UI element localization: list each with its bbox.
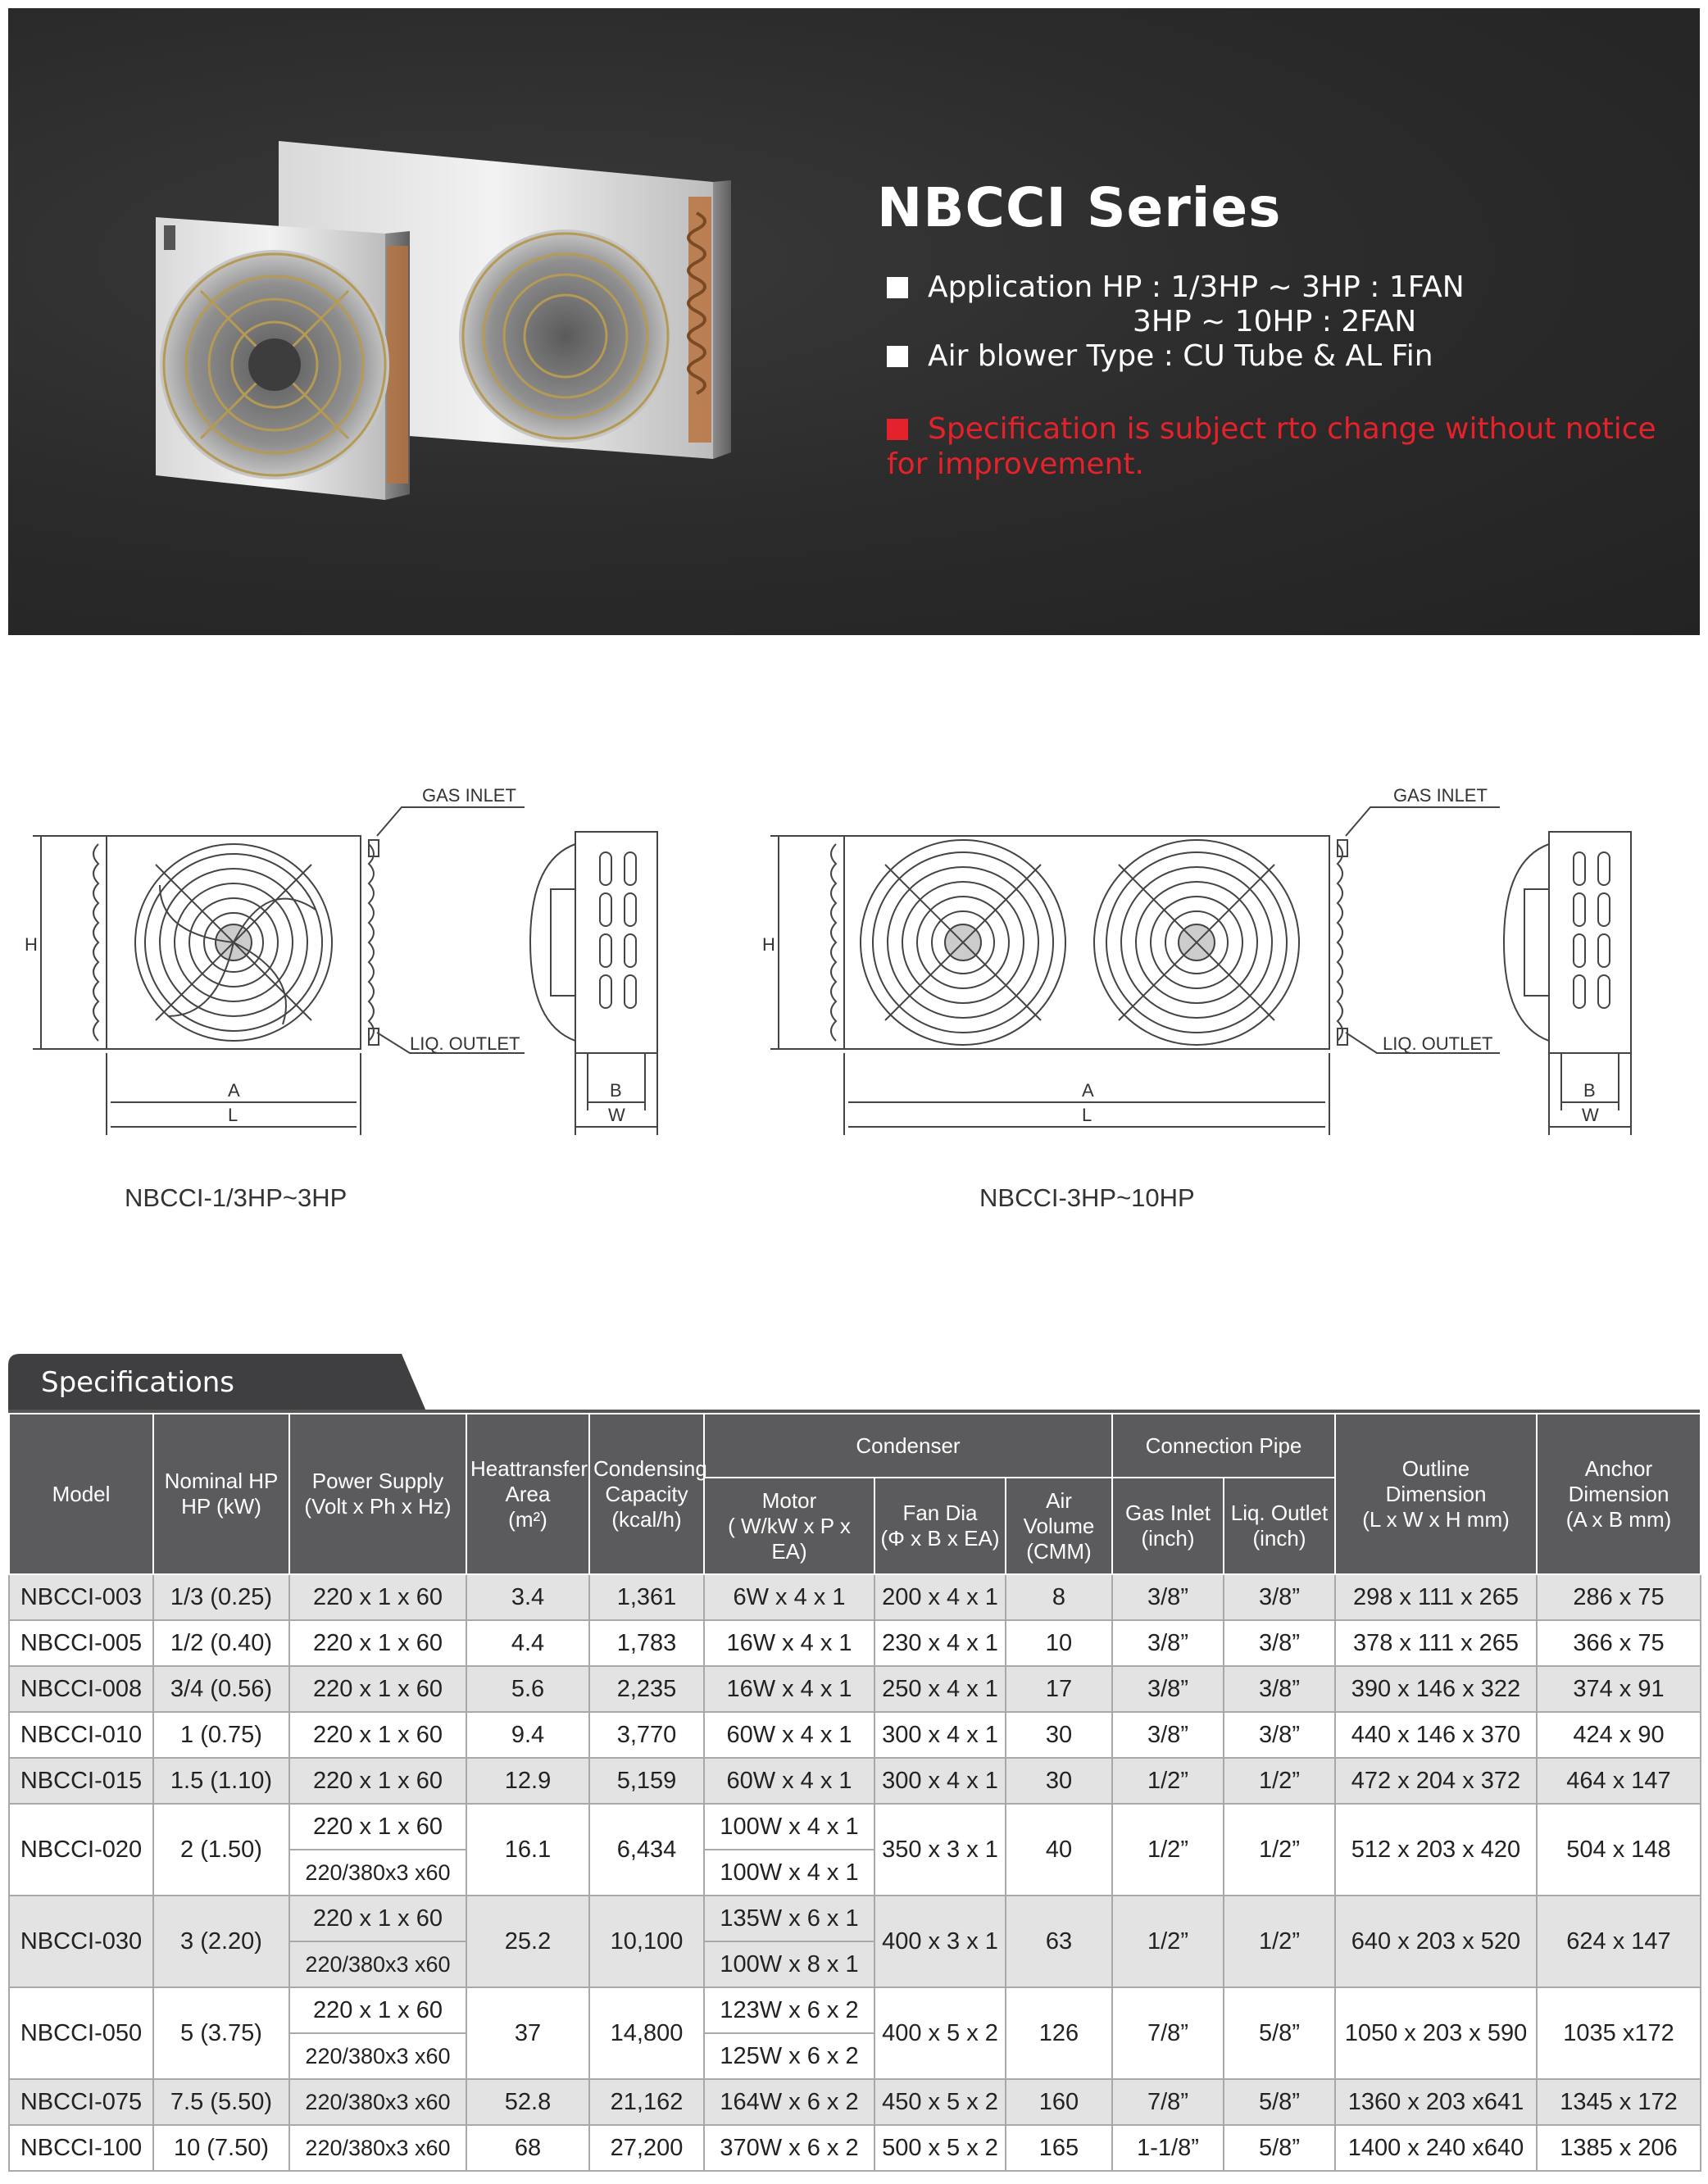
cell-gas-inlet: 3/8” bbox=[1112, 1574, 1224, 1620]
cell-model: NBCCI-015 bbox=[9, 1758, 153, 1804]
cell-heattransfer-area: 4.4 bbox=[466, 1620, 589, 1666]
cell-gas-inlet: 1-1/8” bbox=[1112, 2125, 1224, 2171]
header-fan-dia: Fan Dia (Φ x B x EA) bbox=[874, 1478, 1006, 1574]
drawing-2-fan bbox=[754, 774, 1672, 1143]
header-liq-outlet: Liq. Outlet (inch) bbox=[1224, 1478, 1335, 1574]
cell-anchor-dimension: 1035 x172 bbox=[1537, 1987, 1701, 2079]
cell-gas-inlet: 3/8” bbox=[1112, 1712, 1224, 1758]
cell-motor: 370W x 6 x 2 bbox=[704, 2125, 874, 2171]
air-blower-type-line bbox=[887, 339, 1433, 373]
dim-h-label: H bbox=[762, 934, 775, 955]
gas-inlet-label: GAS INLET bbox=[1393, 785, 1488, 806]
cell-power-supply: 220 x 1 x 60 bbox=[289, 1574, 466, 1620]
table-row bbox=[9, 2125, 1701, 2171]
specification-notice bbox=[887, 411, 1656, 482]
dim-b-label: B bbox=[1583, 1080, 1596, 1101]
cell-model: NBCCI-003 bbox=[9, 1574, 153, 1620]
header-connection-pipe: Connection Pipe bbox=[1112, 1414, 1335, 1478]
cell-liq-outlet: 1/2” bbox=[1224, 1758, 1335, 1804]
cell-air-volume: 126 bbox=[1006, 1987, 1112, 2079]
dim-a-label: A bbox=[228, 1080, 240, 1101]
cell-anchor-dimension: 1385 x 206 bbox=[1537, 2125, 1701, 2171]
cell-anchor-dimension: 464 x 147 bbox=[1537, 1758, 1701, 1804]
table-row bbox=[9, 2079, 1701, 2125]
cell-gas-inlet: 1/2” bbox=[1112, 1896, 1224, 1987]
cell-air-volume: 30 bbox=[1006, 1712, 1112, 1758]
header-heattransfer-area: Heattransfer Area (m²) bbox=[466, 1414, 589, 1574]
cell-gas-inlet: 3/8” bbox=[1112, 1620, 1224, 1666]
condensing-unit-photo bbox=[139, 131, 779, 516]
cell-heattransfer-area: 37 bbox=[466, 1987, 589, 2079]
header-nominal-hp: Nominal HP HP (kW) bbox=[153, 1414, 289, 1574]
cell-liq-outlet: 5/8” bbox=[1224, 1987, 1335, 2079]
cell-nominal-hp: 1 (0.75) bbox=[153, 1712, 289, 1758]
drawing-2-fan-caption: NBCCI-3HP~10HP bbox=[979, 1183, 1195, 1212]
cell-outline-dimension: 1360 x 203 x641 bbox=[1335, 2079, 1537, 2125]
application-hp-line-2: 3HP ~ 10HP : 2FAN bbox=[1133, 305, 1417, 338]
cell-heattransfer-area: 12.9 bbox=[466, 1758, 589, 1804]
cell-air-volume: 40 bbox=[1006, 1804, 1112, 1896]
specifications-table-body bbox=[9, 1574, 1701, 2171]
cell-motor: 100W x 4 x 1 bbox=[704, 1850, 874, 1896]
dim-w-label: W bbox=[1582, 1105, 1599, 1125]
cell-motor: 6W x 4 x 1 bbox=[704, 1574, 874, 1620]
cell-air-volume: 30 bbox=[1006, 1758, 1112, 1804]
header-anchor-dimension: Anchor Dimension (A x B mm) bbox=[1537, 1414, 1701, 1574]
cell-gas-inlet: 3/8” bbox=[1112, 1666, 1224, 1712]
cell-power-supply: 220/380x3 x60 bbox=[289, 2079, 466, 2125]
cell-heattransfer-area: 52.8 bbox=[466, 2079, 589, 2125]
cell-fan-dia: 300 x 4 x 1 bbox=[874, 1758, 1006, 1804]
cell-liq-outlet: 1/2” bbox=[1224, 1896, 1335, 1987]
cell-anchor-dimension: 424 x 90 bbox=[1537, 1712, 1701, 1758]
cell-model: NBCCI-005 bbox=[9, 1620, 153, 1666]
cell-liq-outlet: 3/8” bbox=[1224, 1666, 1335, 1712]
cell-heattransfer-area: 9.4 bbox=[466, 1712, 589, 1758]
cell-nominal-hp: 10 (7.50) bbox=[153, 2125, 289, 2171]
header-condenser: Condenser bbox=[704, 1414, 1112, 1478]
liq-outlet-label: LIQ. OUTLET bbox=[410, 1033, 520, 1054]
drawing-1-fan-svg bbox=[16, 774, 688, 1143]
cell-outline-dimension: 298 x 111 x 265 bbox=[1335, 1574, 1537, 1620]
cell-power-supply: 220/380x3 x60 bbox=[289, 2125, 466, 2171]
bullet-square-icon bbox=[887, 277, 908, 298]
cell-motor: 60W x 4 x 1 bbox=[704, 1712, 874, 1758]
hero-banner bbox=[8, 8, 1700, 635]
cell-gas-inlet: 7/8” bbox=[1112, 1987, 1224, 2079]
cell-model: NBCCI-030 bbox=[9, 1896, 153, 1987]
cell-motor: 164W x 6 x 2 bbox=[704, 2079, 874, 2125]
cell-liq-outlet: 3/8” bbox=[1224, 1712, 1335, 1758]
dim-h-label: H bbox=[25, 934, 38, 955]
dim-w-label: W bbox=[608, 1105, 625, 1125]
cell-nominal-hp: 1/3 (0.25) bbox=[153, 1574, 289, 1620]
dim-a-label: A bbox=[1082, 1080, 1094, 1101]
cell-anchor-dimension: 504 x 148 bbox=[1537, 1804, 1701, 1896]
notice-line-2: for improvement. bbox=[887, 447, 1144, 481]
notice-line-1: Specification is subject rto change without notice bbox=[928, 412, 1656, 446]
cell-air-volume: 165 bbox=[1006, 2125, 1112, 2171]
header-outline-dimension: Outline Dimension (L x W x H mm) bbox=[1335, 1414, 1537, 1574]
cell-model: NBCCI-020 bbox=[9, 1804, 153, 1896]
cell-fan-dia: 400 x 3 x 1 bbox=[874, 1896, 1006, 1987]
cell-motor: 135W x 6 x 1 bbox=[704, 1896, 874, 1941]
cell-anchor-dimension: 624 x 147 bbox=[1537, 1896, 1701, 1987]
cell-fan-dia: 350 x 3 x 1 bbox=[874, 1804, 1006, 1896]
cell-power-supply: 220/380x3 x60 bbox=[289, 2033, 466, 2079]
application-hp-line bbox=[887, 270, 1465, 304]
gas-inlet-label: GAS INLET bbox=[422, 785, 516, 806]
cell-gas-inlet: 1/2” bbox=[1112, 1758, 1224, 1804]
cell-model: NBCCI-010 bbox=[9, 1712, 153, 1758]
cell-power-supply: 220 x 1 x 60 bbox=[289, 1758, 466, 1804]
cell-anchor-dimension: 374 x 91 bbox=[1537, 1666, 1701, 1712]
cell-model: NBCCI-075 bbox=[9, 2079, 153, 2125]
cell-fan-dia: 400 x 5 x 2 bbox=[874, 1987, 1006, 2079]
cell-air-volume: 63 bbox=[1006, 1896, 1112, 1987]
air-blower-type-text: Air blower Type : CU Tube & AL Fin bbox=[928, 339, 1433, 373]
cell-liq-outlet: 3/8” bbox=[1224, 1620, 1335, 1666]
cell-power-supply: 220 x 1 x 60 bbox=[289, 1620, 466, 1666]
cell-outline-dimension: 1400 x 240 x640 bbox=[1335, 2125, 1537, 2171]
cell-condensing-capacity: 14,800 bbox=[589, 1987, 704, 2079]
table-row bbox=[9, 1896, 1701, 1941]
cell-outline-dimension: 512 x 203 x 420 bbox=[1335, 1804, 1537, 1896]
cell-air-volume: 160 bbox=[1006, 2079, 1112, 2125]
cell-air-volume: 8 bbox=[1006, 1574, 1112, 1620]
cell-fan-dia: 500 x 5 x 2 bbox=[874, 2125, 1006, 2171]
cell-condensing-capacity: 6,434 bbox=[589, 1804, 704, 1896]
cell-liq-outlet: 3/8” bbox=[1224, 1574, 1335, 1620]
cell-condensing-capacity: 1,783 bbox=[589, 1620, 704, 1666]
cell-air-volume: 17 bbox=[1006, 1666, 1112, 1712]
cell-outline-dimension: 390 x 146 x 322 bbox=[1335, 1666, 1537, 1712]
cell-fan-dia: 230 x 4 x 1 bbox=[874, 1620, 1006, 1666]
cell-power-supply: 220 x 1 x 60 bbox=[289, 1666, 466, 1712]
header-air-volume: Air Volume (CMM) bbox=[1006, 1478, 1112, 1574]
cell-condensing-capacity: 1,361 bbox=[589, 1574, 704, 1620]
cell-condensing-capacity: 5,159 bbox=[589, 1758, 704, 1804]
cell-nominal-hp: 3 (2.20) bbox=[153, 1896, 289, 1987]
cell-power-supply: 220/380x3 x60 bbox=[289, 1850, 466, 1896]
cell-nominal-hp: 1/2 (0.40) bbox=[153, 1620, 289, 1666]
cell-outline-dimension: 472 x 204 x 372 bbox=[1335, 1758, 1537, 1804]
specifications-title: Specifications bbox=[41, 1366, 235, 1399]
cell-condensing-capacity: 10,100 bbox=[589, 1896, 704, 1987]
cell-liq-outlet: 1/2” bbox=[1224, 1804, 1335, 1896]
cell-outline-dimension: 378 x 111 x 265 bbox=[1335, 1620, 1537, 1666]
cell-motor: 125W x 6 x 2 bbox=[704, 2033, 874, 2079]
dim-l-label: L bbox=[228, 1105, 238, 1125]
cell-gas-inlet: 1/2” bbox=[1112, 1804, 1224, 1896]
cell-heattransfer-area: 3.4 bbox=[466, 1574, 589, 1620]
liq-outlet-label: LIQ. OUTLET bbox=[1383, 1033, 1493, 1054]
cell-power-supply: 220/380x3 x60 bbox=[289, 1941, 466, 1987]
cell-power-supply: 220 x 1 x 60 bbox=[289, 1712, 466, 1758]
drawing-1-fan-caption: NBCCI-1/3HP~3HP bbox=[125, 1183, 348, 1212]
cell-fan-dia: 250 x 4 x 1 bbox=[874, 1666, 1006, 1712]
cell-power-supply: 220 x 1 x 60 bbox=[289, 1804, 466, 1850]
cell-fan-dia: 200 x 4 x 1 bbox=[874, 1574, 1006, 1620]
drawing-2-fan-svg bbox=[754, 774, 1672, 1143]
dim-b-label: B bbox=[610, 1080, 622, 1101]
application-hp-text: Application HP : 1/3HP ~ 3HP : 1FAN bbox=[928, 270, 1465, 304]
table-row bbox=[9, 1758, 1701, 1804]
specifications-table bbox=[8, 1413, 1701, 2172]
cell-motor: 100W x 4 x 1 bbox=[704, 1804, 874, 1850]
cell-condensing-capacity: 21,162 bbox=[589, 2079, 704, 2125]
cell-power-supply: 220 x 1 x 60 bbox=[289, 1987, 466, 2033]
cell-air-volume: 10 bbox=[1006, 1620, 1112, 1666]
header-power-supply: Power Supply (Volt x Ph x Hz) bbox=[289, 1414, 466, 1574]
drawing-1-fan bbox=[16, 774, 688, 1143]
cell-heattransfer-area: 25.2 bbox=[466, 1896, 589, 1987]
table-row bbox=[9, 1666, 1701, 1712]
cell-condensing-capacity: 2,235 bbox=[589, 1666, 704, 1712]
cell-motor: 123W x 6 x 2 bbox=[704, 1987, 874, 2033]
dim-l-label: L bbox=[1082, 1105, 1092, 1125]
table-row bbox=[9, 1804, 1701, 1850]
cell-power-supply: 220 x 1 x 60 bbox=[289, 1896, 466, 1941]
cell-anchor-dimension: 286 x 75 bbox=[1537, 1574, 1701, 1620]
cell-heattransfer-area: 16.1 bbox=[466, 1804, 589, 1896]
cell-anchor-dimension: 1345 x 172 bbox=[1537, 2079, 1701, 2125]
cell-outline-dimension: 440 x 146 x 370 bbox=[1335, 1712, 1537, 1758]
table-row bbox=[9, 1987, 1701, 2033]
header-motor: Motor ( W/kW x P x EA) bbox=[704, 1478, 874, 1574]
table-row bbox=[9, 1620, 1701, 1666]
cell-fan-dia: 450 x 5 x 2 bbox=[874, 2079, 1006, 2125]
cell-condensing-capacity: 3,770 bbox=[589, 1712, 704, 1758]
cell-outline-dimension: 1050 x 203 x 590 bbox=[1335, 1987, 1537, 2079]
cell-outline-dimension: 640 x 203 x 520 bbox=[1335, 1896, 1537, 1987]
cell-model: NBCCI-100 bbox=[9, 2125, 153, 2171]
cell-anchor-dimension: 366 x 75 bbox=[1537, 1620, 1701, 1666]
cell-model: NBCCI-008 bbox=[9, 1666, 153, 1712]
cell-nominal-hp: 2 (1.50) bbox=[153, 1804, 289, 1896]
table-row bbox=[9, 1712, 1701, 1758]
cell-motor: 16W x 4 x 1 bbox=[704, 1666, 874, 1712]
table-header-row-1 bbox=[9, 1414, 1701, 1478]
table-row bbox=[9, 1574, 1701, 1620]
cell-heattransfer-area: 5.6 bbox=[466, 1666, 589, 1712]
cell-nominal-hp: 5 (3.75) bbox=[153, 1987, 289, 2079]
header-model: Model bbox=[9, 1414, 153, 1574]
header-condensing-capacity: Condensing Capacity (kcal/h) bbox=[589, 1414, 704, 1574]
cell-condensing-capacity: 27,200 bbox=[589, 2125, 704, 2171]
header-gas-inlet: Gas Inlet (inch) bbox=[1112, 1478, 1224, 1574]
cell-liq-outlet: 5/8” bbox=[1224, 2125, 1335, 2171]
cell-heattransfer-area: 68 bbox=[466, 2125, 589, 2171]
cell-nominal-hp: 3/4 (0.56) bbox=[153, 1666, 289, 1712]
cell-gas-inlet: 7/8” bbox=[1112, 2079, 1224, 2125]
cell-nominal-hp: 1.5 (1.10) bbox=[153, 1758, 289, 1804]
cell-liq-outlet: 5/8” bbox=[1224, 2079, 1335, 2125]
cell-model: NBCCI-050 bbox=[9, 1987, 153, 2079]
bullet-square-icon bbox=[887, 346, 908, 367]
cell-motor: 16W x 4 x 1 bbox=[704, 1620, 874, 1666]
red-bullet-square-icon bbox=[887, 419, 908, 440]
series-title: NBCCI Series bbox=[877, 176, 1282, 239]
cell-fan-dia: 300 x 4 x 1 bbox=[874, 1712, 1006, 1758]
cell-motor: 100W x 8 x 1 bbox=[704, 1941, 874, 1987]
cell-nominal-hp: 7.5 (5.50) bbox=[153, 2079, 289, 2125]
cell-motor: 60W x 4 x 1 bbox=[704, 1758, 874, 1804]
